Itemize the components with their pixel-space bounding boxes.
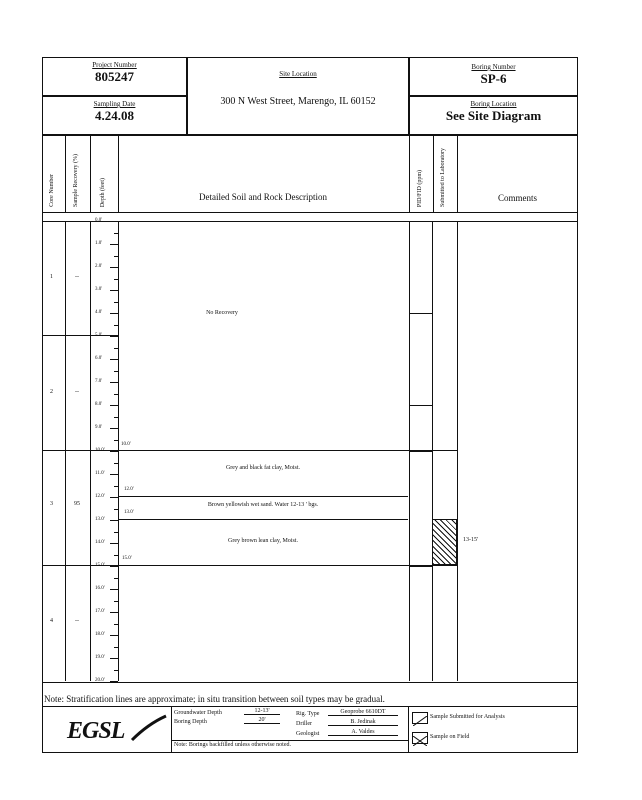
depth-minor-tick: [114, 440, 118, 441]
layer-boundary-15ft: [118, 565, 458, 566]
pid-cells: [409, 221, 433, 681]
depth-minor-tick: [114, 624, 118, 625]
geologist-value: A. Valdes: [328, 729, 398, 736]
pid-header: PID/FID (ppm): [417, 169, 423, 207]
depth-tick-mark: [110, 290, 118, 291]
pid-cell-divider: [409, 313, 433, 314]
core-4-recovery: --: [75, 618, 79, 624]
depth-tick-mark: [110, 336, 118, 337]
depth-tick-label: 2.0': [95, 264, 103, 269]
log-body: [42, 221, 578, 683]
depth-tick-label: 11.0': [95, 471, 105, 476]
depth-tick-mark: [110, 497, 118, 498]
depth-tick-mark: [110, 520, 118, 521]
depth-tick-mark: [110, 658, 118, 659]
core-3-recovery: 95: [74, 501, 80, 507]
col-sample-recovery: [65, 135, 91, 213]
depth-tick-label: 9.0': [95, 425, 103, 430]
geologist-label: Geologist: [296, 731, 320, 737]
boring-number-label: Boring Number: [471, 63, 516, 71]
depth-tick-mark: [110, 221, 118, 222]
layer-top-10ft: 10.0': [121, 442, 131, 447]
logo-swoosh-icon: [130, 714, 170, 744]
logo-box: [42, 706, 172, 753]
depth-tick-label: 3.0': [95, 287, 103, 292]
depth-tick-mark: [110, 244, 118, 245]
depth-tick-mark: [110, 267, 118, 268]
depth-tick-label: 1.0': [95, 241, 103, 246]
groundwater-label: Groundwater Depth: [174, 710, 222, 716]
depth-minor-tick: [114, 486, 118, 487]
legend-field-swatch: [412, 732, 428, 744]
lab-sample-hatch: [432, 519, 457, 565]
rig-type-value: Geoprobe 6610DT: [328, 709, 398, 716]
stratification-note: Note: Stratification lines are approximate; in situ transition between soil types may be gradual.: [44, 694, 385, 704]
depth-minor-tick: [114, 325, 118, 326]
depth-tick-mark: [110, 635, 118, 636]
depth-tick-mark: [110, 428, 118, 429]
cross-swatch-icon: [413, 736, 427, 746]
pid-cell-divider: [409, 566, 433, 567]
depth-minor-tick: [114, 670, 118, 671]
layer-boundary-12ft: [118, 496, 408, 497]
depth-minor-tick: [114, 578, 118, 579]
depth-minor-tick: [114, 601, 118, 602]
boring-location-box: [409, 96, 578, 135]
depth-tick-label: 15.0': [95, 563, 105, 568]
depth-tick-mark: [110, 382, 118, 383]
site-location-label: Site Location: [279, 70, 317, 78]
depth-tick-label: 14.0': [95, 540, 105, 545]
core-3-number: 3: [50, 501, 53, 507]
depth-tick-label: 5.0': [95, 333, 103, 338]
legend-lab-swatch: [412, 712, 428, 724]
pid-cell-divider: [409, 405, 433, 406]
core-1-number: 1: [50, 274, 53, 280]
depth-tick-label: 20.0': [95, 678, 105, 683]
depth-tick-label: 8.0': [95, 402, 103, 407]
backfill-note: Note: Borings backfilled unless otherwise noted.: [174, 742, 291, 748]
site-location-box: [187, 57, 409, 135]
depth-minor-tick: [114, 463, 118, 464]
boring-number: SP-6: [480, 71, 507, 86]
project-number-label: Project Number: [92, 61, 137, 69]
rig-type-label: Rig. Type: [296, 711, 320, 717]
footer-info-divider: [171, 740, 408, 741]
groundwater-value: 12-13': [244, 708, 280, 715]
depth-minor-tick: [114, 394, 118, 395]
depth-header: Depth (feet): [100, 177, 106, 207]
col-submitted: [432, 135, 458, 213]
layer-top-15ft: 15.0': [122, 556, 132, 561]
pid-cell-divider: [409, 221, 433, 222]
depth-tick-label: 19.0': [95, 655, 105, 660]
sampling-date-label: Sampling Date: [93, 100, 136, 108]
core-number-header: Core Number: [49, 174, 55, 207]
depth-minor-tick: [114, 532, 118, 533]
body-vline-1: [65, 221, 66, 681]
egsl-logo: EGSL: [67, 718, 125, 744]
core-2-recovery: --: [75, 389, 79, 395]
depth-minor-tick: [114, 417, 118, 418]
depth-tick-label: 10.0': [95, 448, 105, 453]
sample-recovery-header: Sample Recovery (%): [73, 154, 79, 207]
depth-tick-label: 12.0': [95, 494, 105, 499]
col-pid: [409, 135, 434, 213]
depth-minor-tick: [114, 348, 118, 349]
core-1-recovery: --: [75, 274, 79, 280]
layer-top-12ft: 12.0': [124, 487, 134, 492]
layer-description: No Recovery: [206, 310, 238, 316]
submitted-header: Submitted to Laboratory: [440, 148, 446, 207]
depth-minor-tick: [114, 302, 118, 303]
depth-tick-mark: [110, 566, 118, 567]
hatch-swatch-icon: [413, 716, 427, 726]
depth-tick-label: 6.0': [95, 356, 103, 361]
depth-tick-label: 4.0': [95, 310, 103, 315]
body-vline-6: [457, 221, 458, 681]
project-number-box: [42, 57, 187, 96]
legend-lab-label: Sample Submitted for Analysis: [430, 714, 505, 720]
boring-depth-value: 20': [244, 717, 280, 724]
comment-sample-interval: 13-15': [463, 537, 479, 543]
sampling-date-box: [42, 96, 187, 135]
driller-value: B. Jedinak: [328, 719, 398, 726]
driller-label: Driller: [296, 721, 312, 727]
depth-tick-mark: [110, 543, 118, 544]
depth-scale: [90, 218, 118, 683]
layer-description: Brown yellowish wet sand. Water 12-13 ' bgs.: [207, 502, 319, 508]
depth-minor-tick: [114, 647, 118, 648]
depth-minor-tick: [114, 233, 118, 234]
depth-tick-label: 7.0': [95, 379, 103, 384]
boring-location-label: Boring Location: [470, 100, 517, 108]
depth-tick-label: 18.0': [95, 632, 105, 637]
layer-boundary-13ft: [118, 519, 408, 520]
description-header: Detailed Soil and Rock Description: [199, 192, 327, 202]
core-2-number: 2: [50, 389, 53, 395]
boring-depth-label: Boring Depth: [174, 719, 207, 725]
sampling-date: 4.24.08: [95, 108, 134, 123]
body-vline-3: [118, 221, 119, 681]
pid-cell-divider: [409, 451, 433, 452]
layer-description: Grey and black fat clay, Moist.: [225, 465, 301, 471]
legend-field-label: Sample on Field: [430, 734, 470, 740]
depth-tick-mark: [110, 681, 118, 682]
layer-description: Grey brown lean clay, Moist.: [228, 538, 298, 544]
depth-tick-mark: [110, 451, 118, 452]
boring-location: See Site Diagram: [445, 108, 542, 123]
depth-tick-mark: [110, 359, 118, 360]
depth-minor-tick: [114, 509, 118, 510]
depth-tick-label: 13.0': [95, 517, 105, 522]
comments-header: Comments: [497, 193, 537, 203]
project-number: 805247: [95, 69, 134, 84]
core-4-number: 4: [50, 618, 53, 624]
depth-tick-label: 0.0': [95, 218, 103, 223]
depth-tick-mark: [110, 313, 118, 314]
depth-tick-label: 17.0': [95, 609, 105, 614]
depth-minor-tick: [114, 256, 118, 257]
boring-number-box: [409, 57, 578, 96]
depth-tick-mark: [110, 405, 118, 406]
depth-minor-tick: [114, 371, 118, 372]
col-depth: [90, 135, 119, 213]
site-address: 300 N West Street, Marengo, IL 60152: [220, 96, 376, 107]
depth-minor-tick: [114, 279, 118, 280]
depth-minor-tick: [114, 555, 118, 556]
layer-top-13ft: 13.0': [124, 510, 134, 515]
depth-tick-mark: [110, 474, 118, 475]
depth-tick-mark: [110, 612, 118, 613]
layer-boundary-10ft: [118, 450, 458, 451]
depth-tick-mark: [110, 589, 118, 590]
col-core-number: [42, 135, 66, 213]
depth-tick-label: 16.0': [95, 586, 105, 591]
